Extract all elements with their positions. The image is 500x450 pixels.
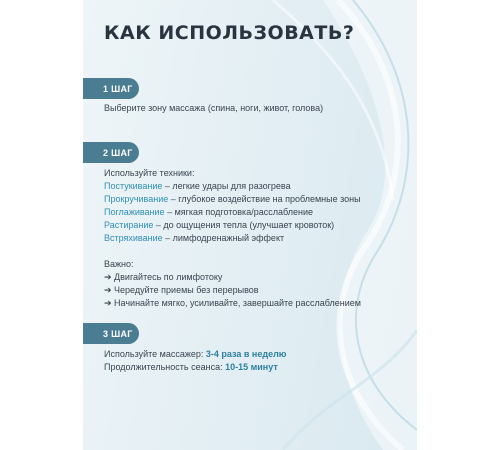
technique-item [104,206,313,219]
step-1-text: Выберите зону массажа (спина, ноги, живот, голова) [104,103,324,113]
technique-desc: – легкие удары для разогрева [162,181,291,191]
technique-name: Растирание [104,220,154,230]
technique-name: Поглаживание [104,207,165,217]
technique-item [104,219,334,232]
techniques-intro: Используйте техники: [104,168,195,178]
technique-desc: – глубокое воздействие на проблемные зоны [168,194,361,204]
tip-item: ➔ Двигайтесь по лимфотоку [104,272,223,282]
technique-desc: – до ощущения тепла (улучшает кровоток) [153,220,335,230]
technique-desc: – лимфодренажный эффект [162,233,285,243]
usage-frequency [104,348,286,361]
usage-value: 3-4 раза в неделю [205,349,287,359]
usage-label: Используйте массажер: [104,349,206,359]
technique-item [104,180,291,193]
technique-name: Постукивание [104,181,163,191]
important-label: Важно: [104,259,134,269]
tip-item: ➔ Начинайте мягко, усиливайте, завершайте расслаблением [104,298,361,308]
duration-label: Продолжительность сеанса: [104,362,226,372]
duration-value: 10-15 минут [225,362,278,372]
session-duration [104,361,278,374]
technique-name: Прокручивание [104,194,169,204]
step-2-badge: 2 ШАГ [83,142,139,163]
step-3-badge: 3 ШАГ [83,323,139,344]
tip-item: ➔ Чередуйте приемы без перерывов [104,285,259,295]
page-title: КАК ИСПОЛЬЗОВАТЬ? [104,22,355,44]
technique-desc: – мягкая подготовка/расслабление [164,207,313,217]
technique-name: Встряхивание [104,233,163,243]
technique-item [104,232,284,245]
technique-item [104,193,361,206]
step-1-badge: 1 ШАГ [83,78,139,99]
